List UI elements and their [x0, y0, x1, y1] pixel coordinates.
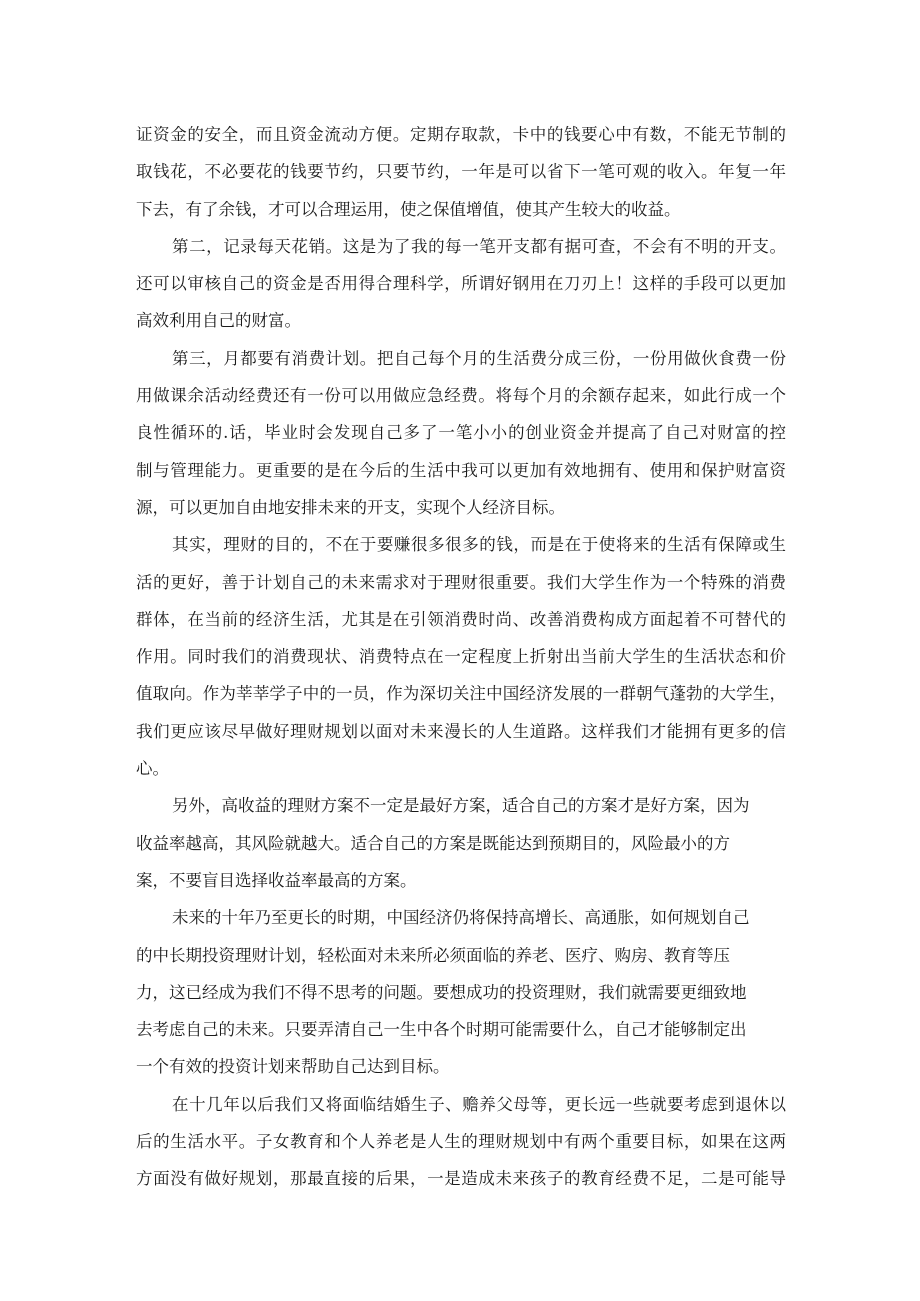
- text-line: 取钱花，不必要花的钱要节约，只要节约，一年是可以省下一笔可观的收入。年复一年: [136, 162, 786, 182]
- text-line: 高效利用自己的财富。: [136, 311, 301, 331]
- text-line: 未来的十年乃至更长的时期，中国经济仍将保持高增长、高通胀，如何规划自己: [172, 908, 750, 928]
- text-line: 一个有效的投资计划来帮助自己达到目标。: [136, 1057, 450, 1077]
- document-body: [136, 116, 786, 1198]
- text-line: 方面没有做好规划，那最直接的后果，一是造成未来孩子的教育经费不足，二是可能导: [136, 1169, 786, 1189]
- text-line: 活的更好，善于计划自己的未来需求对于理财很重要。我们大学生作为一个特殊的消费: [136, 572, 786, 592]
- text-line: 下去，有了余钱，才可以合理运用，使之保值增值，使其产生较大的收益。: [136, 199, 681, 219]
- paragraph-continued: [136, 116, 786, 228]
- text-line: 收益率越高，其风险就越大。适合自己的方案是既能达到预期目的，风险最小的方: [136, 833, 730, 853]
- text-line: 第三，月都要有消费计划。把自己每个月的生活费分成三份，一份用做伙食费一份: [172, 348, 786, 368]
- text-line: 证资金的安全，而且资金流动方便。定期存取款，卡中的钱要心中有数，不能无节制的: [136, 125, 786, 144]
- text-line: 我们更应该尽早做好理财规划以面对未来漫长的人生道路。这样我们才能拥有更多的信: [136, 721, 786, 741]
- text-line: 力，这已经成为我们不得不思考的问题。要想成功的投资理财，我们就需要更细致地: [136, 982, 747, 1002]
- text-line: 心。: [136, 759, 169, 779]
- paragraph-future-decade: [136, 899, 786, 1085]
- text-line: 良性循环的.话，毕业时会发现自己多了一笔小小的创业资金并提高了自己对财富的控: [136, 423, 786, 443]
- text-line: 在十几年以后我们又将面临结婚生子、赡养父母等，更长远一些就要考虑到退休以: [172, 1094, 786, 1114]
- text-line: 源，可以更加自由地安排未来的开支，实现个人经济目标。: [136, 497, 565, 517]
- text-line: 另外，高收益的理财方案不一定是最好方案，适合自己的方案才是好方案，因为: [172, 796, 750, 816]
- paragraph-second-point: [136, 228, 786, 340]
- text-line: 其实，理财的目的，不在于要赚很多很多的钱，而是在于使将来的生活有保障或生: [172, 535, 786, 555]
- paragraph-third-point: [136, 340, 786, 526]
- text-line: 第二，记录每天花销。这是为了我的每一笔开支都有据可查，不会有不明的开支。: [172, 236, 786, 256]
- text-line: 群体，在当前的经济生活，尤其是在引领消费时尚、改善消费构成方面起着不可替代的: [136, 609, 786, 629]
- text-line: 后的生活水平。子女教育和个人养老是人生的理财规划中有两个重要目标，如果在这两: [136, 1132, 786, 1152]
- paragraph-purpose: [136, 526, 786, 787]
- paragraph-risk: [136, 787, 786, 899]
- text-line: 去考虑自己的未来。只要弄清自己一生中各个时期可能需要什么，自己才能够制定出: [136, 1020, 747, 1040]
- text-line: 作用。同时我们的消费现状、消费特点在一定程度上折射出当前大学生的生活状态和价: [136, 647, 786, 667]
- text-line: 案，不要盲目选择收益率最高的方案。: [136, 870, 417, 890]
- text-line: 制与管理能力。更重要的是在今后的生活中我可以更加有效地拥有、使用和保护财富资: [136, 460, 786, 480]
- paragraph-long-term: [136, 1086, 786, 1198]
- text-line: 的中长期投资理财计划，轻松面对未来所必须面临的养老、医疗、购房、教育等压: [136, 945, 730, 965]
- text-line: 用做课余活动经费还有一份可以用做应急经费。将每个月的余额存起来，如此行成一个: [136, 386, 786, 406]
- text-line: 还可以审核自己的资金是否用得合理科学，所谓好钢用在刀刃上！这样的手段可以更加: [136, 274, 786, 294]
- text-line: 值取向。作为莘莘学子中的一员，作为深切关注中国经济发展的一群朝气蓬勃的大学生，: [136, 684, 786, 704]
